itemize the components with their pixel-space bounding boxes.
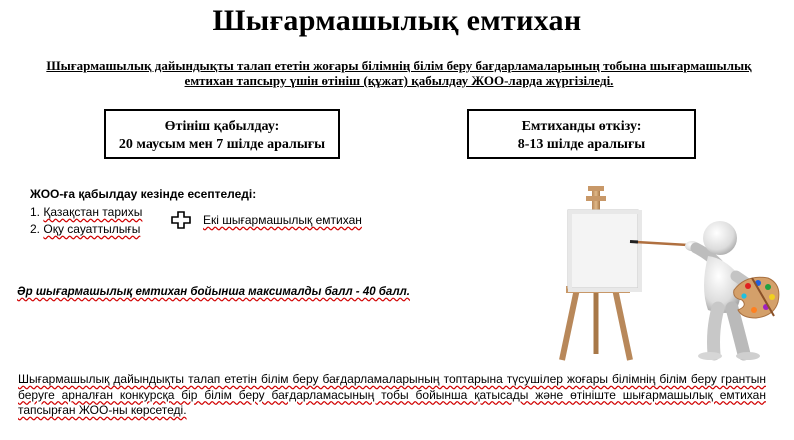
palette: [734, 277, 779, 318]
considered-heading: ЖОО-ға қабылдау кезінде есептеледі:: [30, 187, 257, 201]
list-item-label: Қазақстан тарихы: [43, 205, 143, 219]
canvas: [568, 210, 640, 290]
application-heading: Өтініш қабылдау:: [164, 119, 280, 134]
list-item-number: 2.: [30, 222, 41, 236]
list-item: [30, 204, 142, 221]
plus-icon: [170, 210, 192, 230]
two-exams-label: Екі шығармашылық емтихан: [203, 213, 362, 227]
exam-period-box: [467, 109, 696, 159]
max-score-note: Әр шығармашылық емтихан бойынша максималды балл - 40 балл.: [17, 286, 410, 298]
bottom-paragraph-text: Шығармашылық дайындықты талап ететін білім беру бағдарламаларының топтарына түсушілер жоғары білімнің білім беру грантын беруге арналған конкурсқа бір білім беру бағдарламасының тобы бойынша қатысады және өтініште шығармашылық емтихан тапсырған ЖОО-ны көрсетеді.: [18, 372, 766, 417]
application-period-box: [104, 109, 340, 159]
bottom-paragraph: [18, 372, 766, 419]
list-item: [30, 221, 142, 238]
exam-dates: 8-13 шілде аралығы: [517, 137, 646, 152]
considered-list: [30, 204, 142, 238]
intro-paragraph: Шығармашылық дайындықты талап ететін жоғары білімнің білім беру бағдарламаларының тобына шығармашылық емтихан тапсыру үшін өтініш (құжат) қабылдау ЖОО-ларда жүргізіледі.: [46, 58, 752, 88]
page-title: Шығармашылық емтихан: [212, 4, 582, 37]
painter-illustration: [548, 184, 780, 362]
list-item-number: 1.: [30, 205, 41, 219]
exam-heading: Емтиханды өткізу:: [521, 119, 642, 134]
list-item-label: Оқу сауаттылығы: [43, 222, 141, 236]
application-dates: 20 маусым мен 7 шілде аралығы: [118, 137, 326, 152]
